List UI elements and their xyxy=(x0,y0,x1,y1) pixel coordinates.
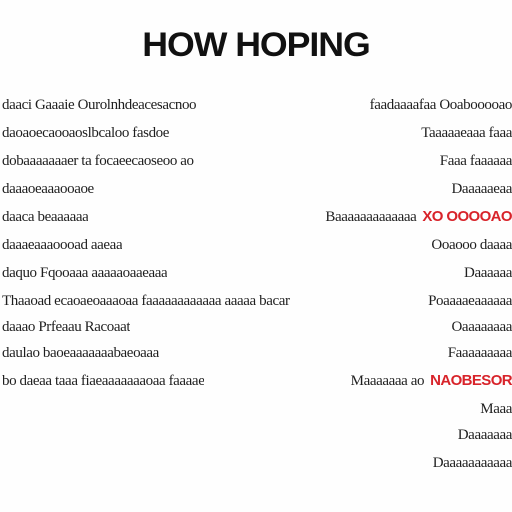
right-list-item xyxy=(431,235,512,255)
right-list-item-label: Taaaaaeaaa faaa xyxy=(421,125,512,141)
left-list-item-label: daquo Fqooaaa aaaaaoaaeaaa xyxy=(2,265,168,281)
left-list-item xyxy=(2,179,94,199)
left-list-item xyxy=(2,263,167,283)
left-list-item-label: dobaaaaaaaer ta focaeecaoseoo ao xyxy=(2,153,194,169)
left-list-item-label: daaaeaaaoooad aaeaa xyxy=(2,237,123,253)
left-list-item-label: daaao Prfeaau Racoaat xyxy=(2,319,131,335)
left-list-item-label: bo daeaa taaa fiaeaaaaaaaoaa faaaae xyxy=(2,373,205,389)
right-list-item xyxy=(433,453,512,473)
right-list-item xyxy=(351,371,512,391)
left-list-item xyxy=(2,371,204,391)
right-list-item xyxy=(421,123,512,143)
right-list-item xyxy=(428,291,512,311)
right-list-item-label: Maaaaaaa ao xyxy=(350,373,425,389)
right-list-item-label: Faaa faaaaaa xyxy=(439,153,512,169)
left-list-item xyxy=(2,207,88,227)
right-list-item xyxy=(458,425,512,445)
left-list-item xyxy=(2,151,194,171)
left-list-item-label: daaci Gaaaie Ourolnhdeacesacnoo xyxy=(2,97,197,113)
right-list-item xyxy=(452,179,512,199)
left-list-item xyxy=(2,291,290,311)
right-list-item-label: Maaa xyxy=(480,401,512,417)
left-list-item xyxy=(2,123,169,143)
left-list-item-label: Thaaoad ecaoaeoaaaoaa faaaaaaaaaaaa aaaaa bacar xyxy=(2,293,290,309)
right-list-item-label: Daaaaaaaaaaa xyxy=(432,455,512,471)
left-list-item xyxy=(2,235,122,255)
right-list-item-label: Poaaaaeaaaaaa xyxy=(428,293,512,309)
right-list-item xyxy=(480,399,512,419)
left-list-item-label: daoaoecaooaoslbcaloo fasdoe xyxy=(2,125,170,141)
left-list-item-label: daaaoeaaaooaoe xyxy=(2,181,94,197)
right-list-item-label: faadaaaafaa Ooabooooao xyxy=(369,97,512,113)
highlight-label: XO OOOOAO xyxy=(422,208,512,225)
right-list-item xyxy=(464,263,512,283)
right-list-item-label: Baaaaaaaaaaaaa xyxy=(325,209,417,225)
page-title: HOW HOPING xyxy=(142,26,370,64)
left-list-item-label: daaca beaaaaaa xyxy=(2,209,89,225)
left-list-item xyxy=(2,343,159,363)
right-list-item xyxy=(452,317,512,337)
left-list-item xyxy=(2,317,130,337)
highlight-label: NAOBESOR xyxy=(430,372,512,389)
right-list-item xyxy=(325,207,512,227)
right-list-item-label: Daaaaaaa xyxy=(457,427,512,443)
right-list-item-label: Faaaaaaaaa xyxy=(447,345,512,361)
right-list-item xyxy=(440,151,512,171)
right-list-item-label: Daaaaaa xyxy=(464,265,512,281)
right-list-item-label: Ooaooo daaaa xyxy=(431,237,512,253)
right-list-item xyxy=(448,343,512,363)
left-list-item xyxy=(2,95,196,115)
right-list-item xyxy=(370,95,512,115)
left-list-item-label: daulao baoeaaaaaaabaeoaaa xyxy=(2,345,159,361)
right-list-item-label: Daaaaaeaa xyxy=(451,181,512,197)
right-list-item-label: Oaaaaaaaa xyxy=(451,319,512,335)
